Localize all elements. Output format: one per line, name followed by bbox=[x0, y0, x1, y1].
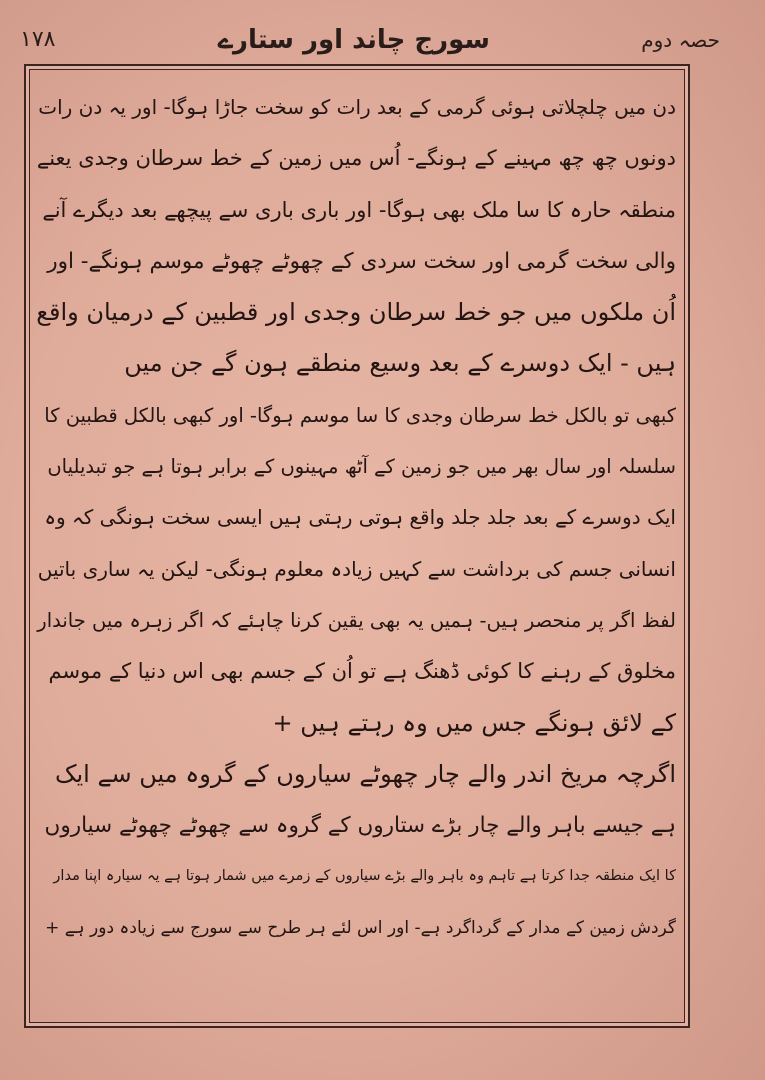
text-line: کے لائق ہونگے جس میں وہ رہتے ہیں + bbox=[272, 708, 676, 737]
text-line: والی سخت گرمی اور سخت سردی کے چھوٹے چھوٹے موسم ہونگے- اور bbox=[47, 248, 676, 274]
text-line: منطقہ حارہ کا سا ملک بھی ہوگا- اور باری باری سے پیچھے بعد دیگرے آنے bbox=[42, 197, 676, 222]
text-line: کبھی تو بالکل خط سرطان وجدی کا سا موسم ہوگا- اور کبھی بالکل قطبین کا bbox=[44, 403, 676, 427]
text-line: دونوں چھ چھ مہینے کے ہونگے- اُس میں زمین کے خط سرطان وجدی یعنے bbox=[36, 146, 676, 171]
text-line: گردش زمین کے مدار کے گرداگرد ہے- اور اس لئے ہر طرح سے سورج سے زیادہ دور ہے + bbox=[45, 917, 676, 938]
text-line: کا ایک منطقہ جدا کرتا ہے تاہم وہ باہر والے بڑے سیاروں کے زمرے میں شمار ہوتا ہے یہ سیارہ اپنا مدار bbox=[53, 868, 676, 885]
page-header bbox=[20, 18, 720, 62]
text-line: ہیں - ایک دوسرے کے بعد وسیع منطقے ہون گے جن میں bbox=[124, 349, 676, 378]
text-line: لفظ اگر پر منحصر ہیں- ہمیں یہ بھی یقین کرنا چاہئے کہ اگر زہرہ میں جاندار bbox=[37, 608, 676, 632]
page-body bbox=[36, 82, 676, 1012]
text-line: سلسلہ اور سال بھر میں جو زمین کے آٹھ مہینوں کے برابر ہوتا ہے جو تبدیلیاں bbox=[47, 455, 676, 479]
text-line: انسانی جسم کی برداشت سے کہیں زیادہ معلوم ہونگی- لیکن یہ ساری باتیں bbox=[37, 556, 676, 581]
part-label: حصہ دوم bbox=[641, 28, 720, 52]
text-line: ہے جیسے باہر والے چار بڑے ستاروں کے گروہ سے چھوٹے چھوٹے سیاروں bbox=[44, 813, 676, 839]
text-line: اُن ملکوں میں جو خط سرطان وجدی اور قطبین کے درمیان واقع bbox=[36, 298, 676, 327]
text-line: اگرچہ مریخ اندر والے چار چھوٹے سیاروں کے گروہ میں سے ایک bbox=[54, 759, 676, 788]
text-line: ایک دوسرے کے بعد جلد جلد واقع ہوتی رہتی ہیں ایسی سخت ہونگی کہ وہ bbox=[44, 505, 676, 530]
text-line: مخلوق کے رہنے کا کوئی ڈھنگ ہے تو اُن کے جسم بھی اس دنیا کے موسم bbox=[48, 659, 676, 684]
running-title: سورج چاند اور ستارے bbox=[217, 25, 490, 55]
text-line: دن میں چلچلاتی ہوئی گرمی کے بعد رات کو سخت جاڑا ہوگا- اور یہ دن رات bbox=[38, 95, 676, 119]
page-number: ۱۷۸ bbox=[20, 27, 56, 52]
